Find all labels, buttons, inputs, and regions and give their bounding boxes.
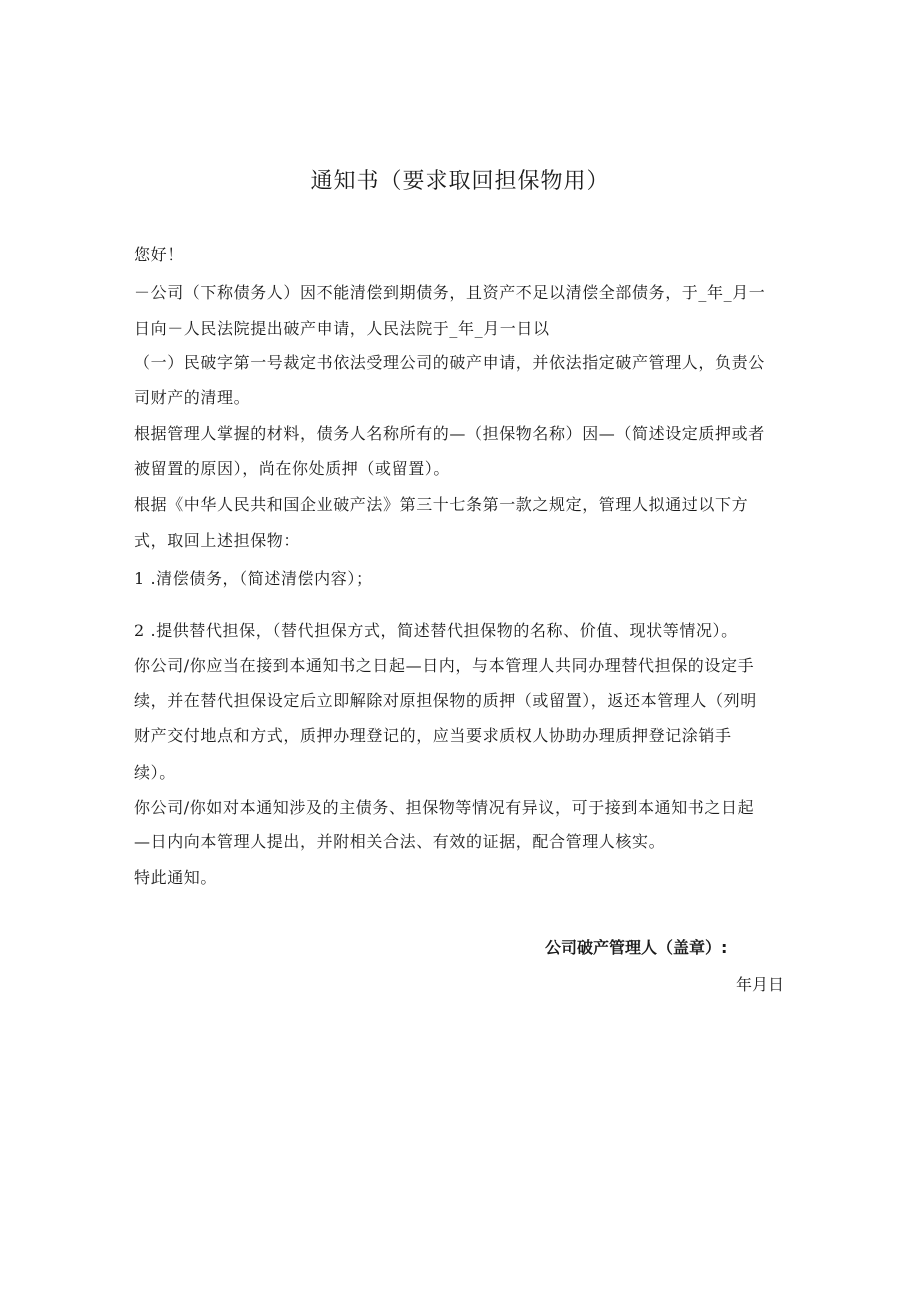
document-title: 通知书（要求取回担保物用） [310,169,610,194]
body-line: 被留置的原因），尚在你处质押（或留置）。 [134,459,451,478]
body-line: 式，取回上述担保物： [134,531,301,550]
body-line: 你公司/你应当在接到本通知书之日起—日内，与本管理人共同办理替代担保的设定手 [134,656,755,675]
body-line: 日向－人民法院提出破产申请，人民法院于_年_月一日以 [134,319,550,338]
body-line: 续，并在替代担保设定后立即解除对原担保物的质押（或留置），返还本管理人（列明 [134,691,757,710]
signature-date: 年月日 [736,975,785,994]
body-line: 续）。 [134,763,176,782]
body-line: 司财产的清理。 [134,388,251,407]
body-line: 根据《中华人民共和国企业破产法》第三十七条第一款之规定，管理人拟通过以下方 [134,495,749,514]
body-line: 你公司/你如对本通知涉及的主债务、担保物等情况有异议，可于接到本通知书之日起 [134,798,755,817]
body-line: －公司（下称债务人）因不能清偿到期债务，且资产不足以清偿全部债务，于_年_月一 [134,283,766,302]
body-line: 根据管理人掌握的材料，债务人名称所有的—（担保物名称）因—（简述设定质押或者 [134,424,765,443]
list-item-2: 2 .提供替代担保，（替代担保方式，简述替代担保物的名称、价值、现状等情况）。 [134,621,738,640]
closing-line: 特此通知。 [134,868,218,887]
body-line: 财产交付地点和方式，质押办理登记的，应当要求质权人协助办理质押登记涂销手 [134,726,732,745]
list-item-1: 1 .清偿债务，（简述清偿内容）； [134,569,373,588]
body-line: —日内向本管理人提出，并附相关合法、有效的证据，配合管理人核实。 [134,832,666,851]
body-line: （一）民破字第一号裁定书依法受理公司的破产申请，并依法指定破产管理人，负责公 [134,353,765,372]
signature-label: 公司破产管理人（盖章）: [545,938,728,957]
greeting: 您好！ [134,245,184,264]
